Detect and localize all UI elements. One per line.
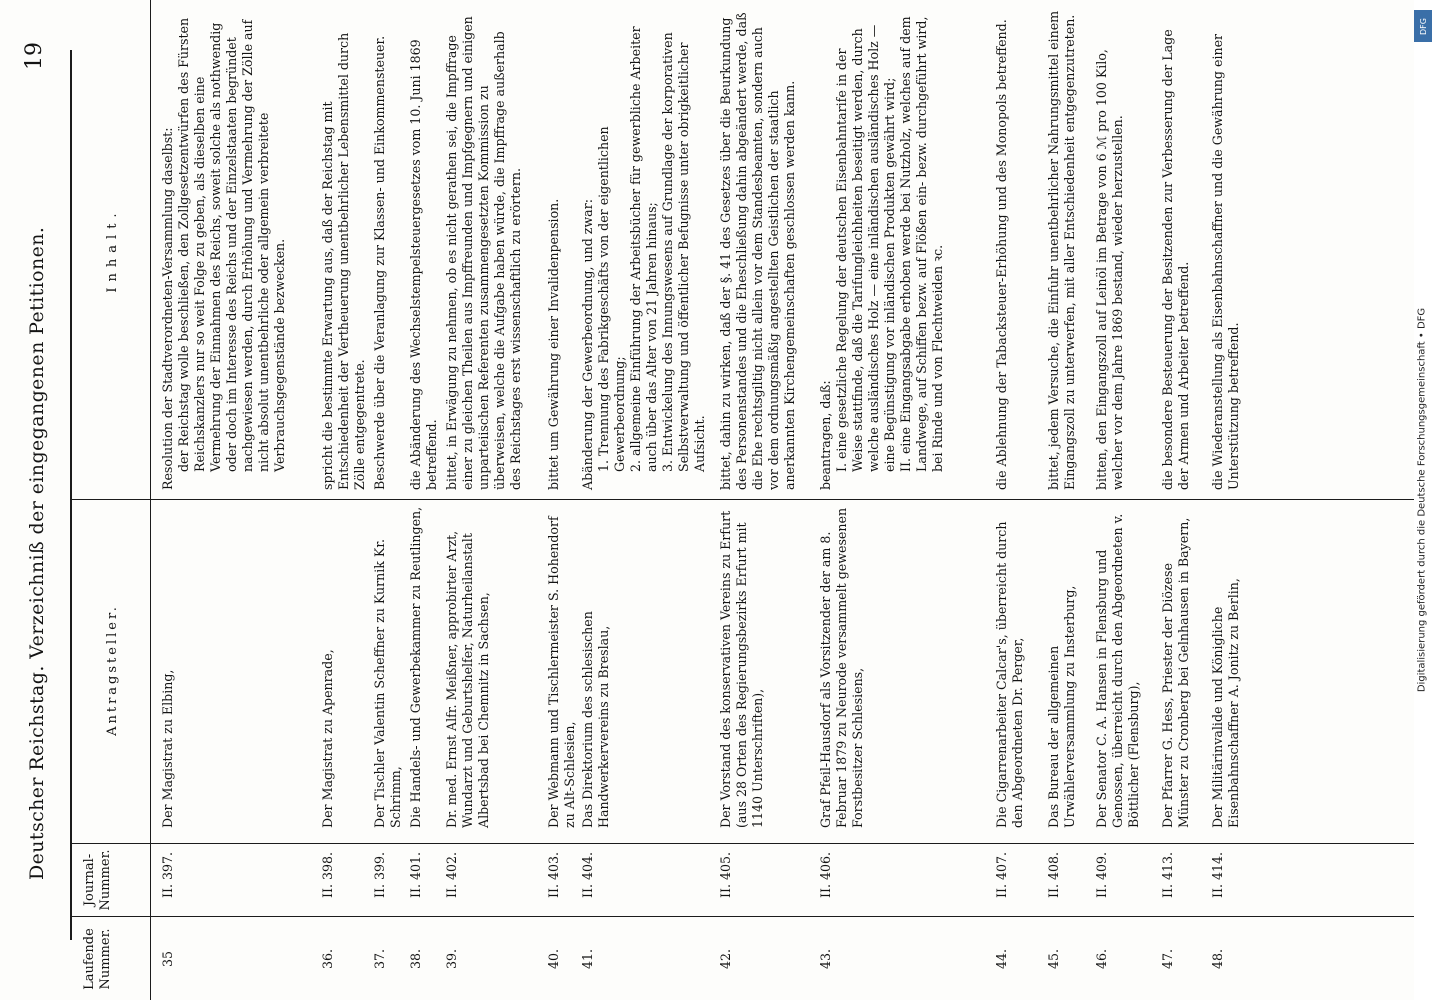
content: bittet, dahin zu wirken, daß der §. 41 des Gesetzes über die Beurkundung des Personenstandes und die Eheschließung dahin abgeändert werde, daß die Ehe rechtsgiltig nicht allein vor dem Standesbeamten, sondern auch vor dem ordnungsmäßig angestellten Geistlichen der staatlich anerkannten Kirchengemeinschaften geschlossen werden kann.	[718, 12, 797, 490]
content: spricht die bestimmte Erwartung aus, daß der Reichstag mit Entschiedenheit der Vertheuerung unentbehrlicher Lebensmittel durch Zölle entgegentrete.	[320, 32, 367, 490]
journal-number: II. 407.	[994, 852, 1009, 898]
header-rule	[70, 50, 72, 940]
content: Beschwerde über die Veranlagung zur Klassen- und Einkommensteuer.	[372, 35, 387, 490]
journal-number: II. 398.	[320, 852, 335, 898]
row-number: 44.	[994, 948, 1009, 970]
content: die Abänderung des Wechselstempelsteuergesetzes vom 10. Juni 1869 betreffend.	[408, 39, 439, 490]
content: beantragen, daß: I. eine gesetzliche Regelung der deutschen Eisenbahntarife in der Weise stattfinde, daß die Tarifungleichheiten beseitigt werden, durch welche ausländisches Holz — eine inländischen ausländisches Holz — eine Begünstigung vor inländischen Produkten gewährt wird; II. eine Eingangsabgabe erhoben werde bei Nutzholz, welches auf dem Landwege, auf Schiffen bezw. auf Flößen ein- bezw. durchgeführt wird, bei Rinde und von Flechtweiden ꝛc.	[818, 16, 945, 490]
dfg-logo: DFG	[1414, 10, 1432, 42]
page-number: 19	[22, 42, 47, 70]
applicant: Dr. med. Ernst Alfr. Meißner, approbirter Arzt, Wundarzt und Geburtshelfer, Naturheilanstalt Albertsbad bei Chemnitz in Sachsen,	[444, 530, 491, 828]
journal-number: II. 409.	[1094, 852, 1109, 898]
content: bitten, den Eingangszoll auf Leinöl im Betrage von 6 ℳ pro 100 Kilo, welcher vor dem Jahre 1869 bestand, wieder herzustellen.	[1094, 49, 1125, 490]
column-rule	[72, 499, 1432, 500]
applicant: Der Senator C. A. Hansen in Flensburg und Genossen, überreicht durch den Abgeordneten v. Böttlicher (Flensburg),	[1094, 513, 1141, 828]
row-number: 48.	[1210, 948, 1225, 970]
running-header	[20, 0, 70, 1000]
column-heading-rule	[150, 0, 151, 1000]
journal-number: II. 397.	[160, 852, 175, 898]
journal-number: II. 404.	[580, 852, 595, 898]
col-laufende-nummer: Laufende Nummer.	[82, 928, 113, 990]
content: bittet, jedem Versuche, die Einfuhr unentbehrlicher Nahrungsmittel einem Eingangszoll zu unterwerfen, mit aller Entschiedenheit entgegenzutreten.	[1046, 10, 1077, 490]
content: die Ablehnung der Tabacksteuer-Erhöhung und des Monopols betreffend.	[994, 19, 1009, 490]
journal-number: II. 406.	[818, 852, 833, 898]
journal-number: II. 408.	[1046, 852, 1061, 898]
journal-number: II. 402.	[444, 852, 459, 898]
row-number: 46.	[1094, 948, 1109, 970]
applicant: Der Magistrat zu Apenrade,	[320, 649, 335, 828]
journal-number: II. 413.	[1160, 852, 1175, 898]
row-number: 37.	[372, 948, 387, 970]
applicant: Das Bureau der allgemeinen Urwählerversammlung zu Insterburg,	[1046, 585, 1077, 828]
col-journal-nummer: Journal-Nummer.	[82, 849, 113, 911]
row-number: 36.	[320, 948, 335, 970]
applicant: Der Magistrat zu Elbing,	[160, 669, 175, 828]
col-antragsteller: Antragsteller.	[105, 604, 120, 736]
col-inhalt: Inhalt.	[105, 207, 120, 293]
row-number: 38.	[408, 948, 423, 970]
content: Abänderung der Gewerbeordnung, und zwar: 1. Trennung des Fabrikgeschäfts von der eigentlichen Gewerbeordnung; 2. allgemeine Einführung der Arbeitsbücher für gewerbliche Arbeiter auch über das Alter von 21 Jahren hinaus; 3. Entwickelung des Innungswesens auf Grundlage der korporativen Selbstverwaltung und öffentlicher Befugnisse unter obrigkeitlicher Aufsicht.	[580, 26, 707, 490]
row-number: 40.	[546, 948, 561, 970]
row-number: 42.	[718, 948, 733, 970]
row-number: 43.	[818, 948, 833, 970]
content: die Wiederanstellung als Eisenbahnschaffner und die Gewährung einer Unterstützung betreffend.	[1210, 33, 1241, 490]
content: die besondere Besteuerung der Besitzenden zur Verbesserung der Lage der Armen und Arbeiter betreffend.	[1160, 29, 1191, 490]
journal-number: II. 414.	[1210, 852, 1225, 898]
column-rule	[72, 843, 1432, 844]
row-number: 47.	[1160, 948, 1175, 970]
applicant: Der Militärinvalide und Königliche Eisenbahnschaffner A. Jonitz zu Berlin,	[1210, 578, 1241, 828]
applicant: Die Handels- und Gewerbekammer zu Reutlingen,	[408, 506, 423, 828]
content: bittet, in Erwägung zu nehmen, ob es nicht gerathen sei, die Impffrage einer zu gleichen Theilen aus Impffreunden und Impfgegnern und einigen unparteiischen Referenten zusammengesetzten Kommission zu überweisen, welche die Aufgabe haben würde, die Impffrage außerhalb des Reichstages erst wissenschaftlich zu erörtern.	[444, 16, 523, 490]
applicant: Graf Pfeil-Hausdorf als Vorsitzender der am 8. Februar 1879 zu Neurode versammelt gewesenen Forstbesitzer Schlesiens,	[818, 507, 865, 828]
journal-number: II. 399.	[372, 852, 387, 898]
journal-number: II. 403.	[546, 852, 561, 898]
row-number: 41.	[580, 948, 595, 970]
row-number: 45.	[1046, 948, 1061, 970]
applicant: Die Cigarrenarbeiter Calcar's, überreicht durch den Abgeordneten Dr. Perger,	[994, 521, 1025, 828]
applicant: Der Pfarrer G. Hess, Priester der Diözese Münster zu Cronberg bei Gelnhausen in Bayern,	[1160, 517, 1191, 828]
journal-number: II. 401.	[408, 852, 423, 898]
applicant: Das Direktorium des schlesischen Handwerkervereins zu Breslau,	[580, 611, 611, 828]
row-number: 39.	[444, 948, 459, 970]
content: Resolution der Stadtverordneten-Versammlung daselbst: der Reichstag wolle beschließen, den Zollgesetzentwürfen des Fürsten Reichskanzlers nur so weit Folge zu geben, als dieselben eine Vermehrung der Einnahmen des Reichs, soweit solche als nothwendig oder doch im Interesse des Reichs und der Einzelstaaten begründet nachgewiesen werden, durch Erhöhung und Vermehrung der Zölle auf nicht absolut unentbehrliche oder allgemein verbreitete Verbrauchsgegenstände bezwecken.	[160, 17, 287, 490]
column-rule	[72, 916, 1432, 917]
journal-number: II. 405.	[718, 852, 733, 898]
running-title: Deutscher Reichstag. Verzeichniß der eingegangenen Petitionen.	[26, 226, 48, 880]
applicant: Der Tischler Valentin Scheffner zu Kurnik Kr. Schrimm,	[372, 539, 403, 828]
applicant: Der Webmann und Tischlermeister S. Hohendorf zu Alt-Schlesien,	[546, 516, 577, 828]
digitization-credit: Digitalisierung gefördert durch die Deutsche Forschungsgemeinschaft • DFG	[1416, 307, 1428, 693]
content: bittet um Gewährung einer Invalidenpension.	[546, 198, 561, 490]
row-number: 35	[160, 950, 175, 968]
applicant: Der Vorstand des konservativen Vereins zu Erfurt (aus 28 Orten des Regierungsbezirks Erfurt mit 1140 Unterschriften),	[718, 510, 765, 828]
